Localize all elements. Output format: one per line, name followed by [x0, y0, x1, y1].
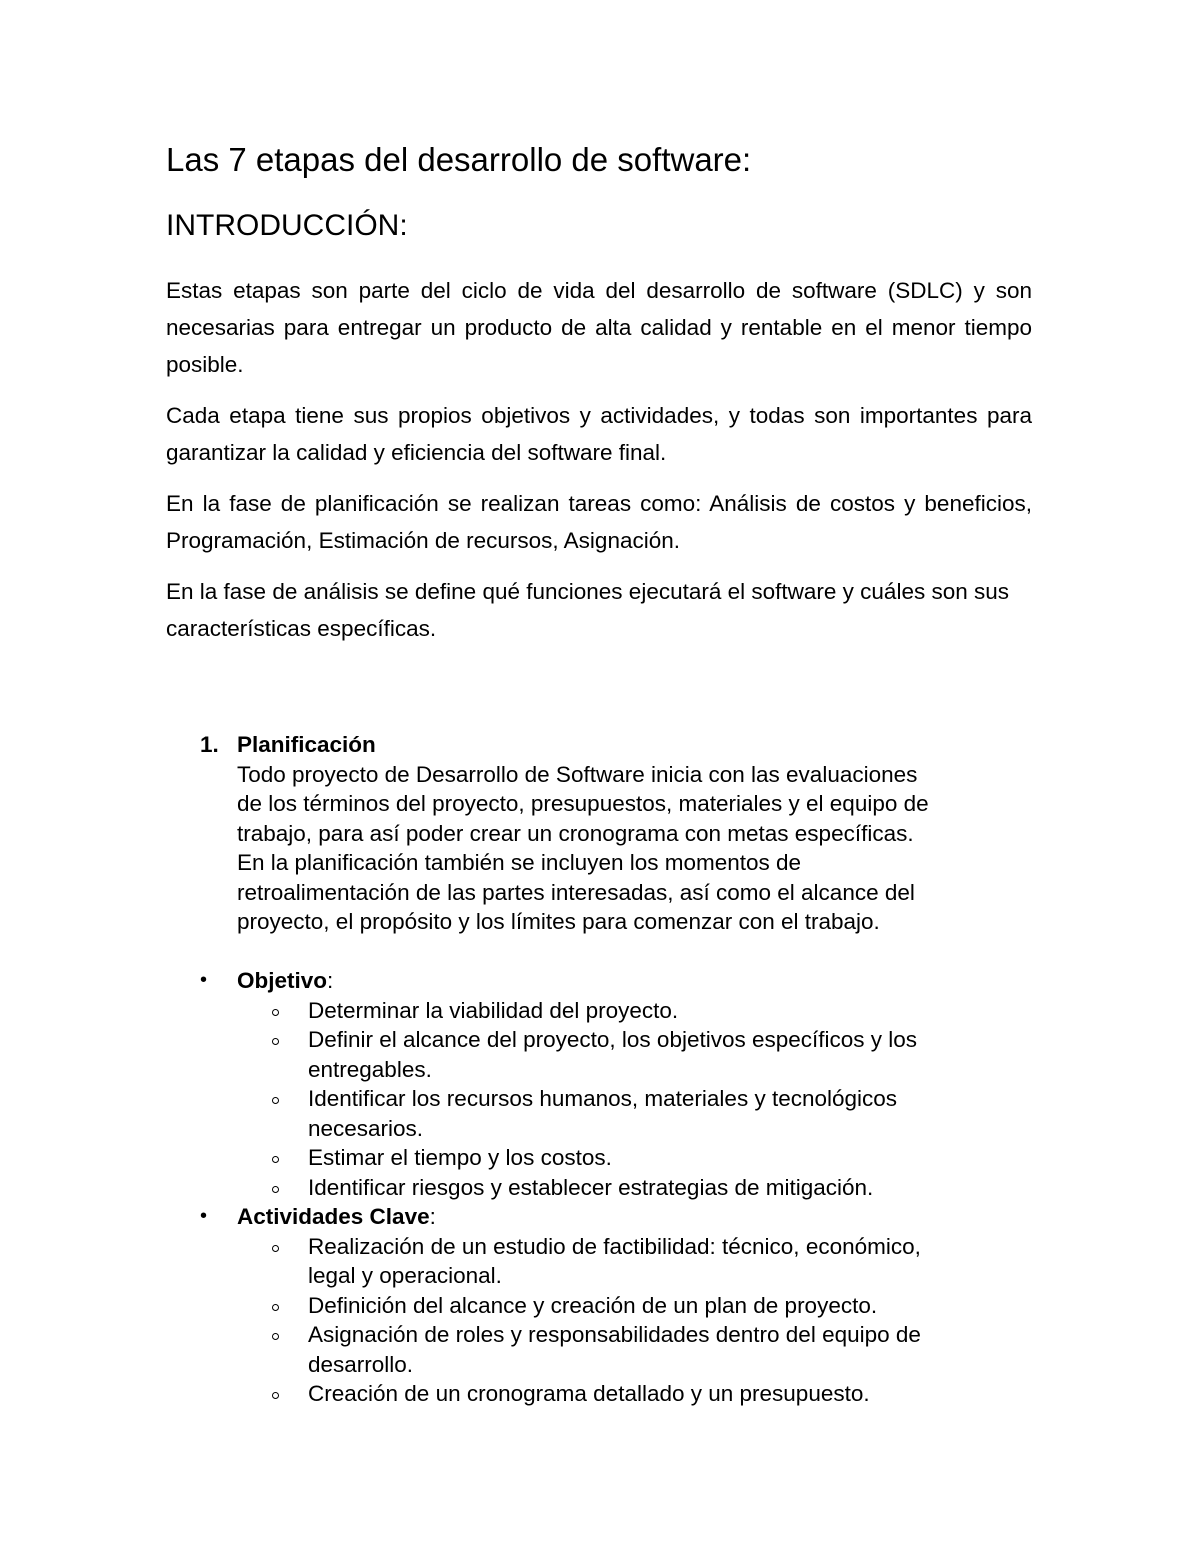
subitem-text: entregables.	[308, 1056, 432, 1082]
stage-description-line: Todo proyecto de Desarrollo de Software inicia con las evaluaciones	[237, 761, 918, 787]
key-activities-label: Actividades Clave	[237, 1204, 430, 1229]
circle-bullet-icon	[272, 1186, 279, 1193]
key-activities-item	[166, 1202, 1066, 1232]
circle-bullet-icon	[272, 1097, 279, 1104]
stage-number: 1.	[200, 732, 219, 757]
subitem-text: necesarios.	[308, 1115, 424, 1141]
objective-subitem	[166, 1025, 1066, 1084]
circle-bullet-icon	[272, 1333, 279, 1340]
subitem-text: Creación de un cronograma detallado y un presupuesto.	[308, 1381, 870, 1406]
objective-subitem	[166, 996, 1066, 1026]
list-spacer	[166, 937, 1066, 967]
stage-description-line: de los términos del proyecto, presupuestos, materiales y el equipo de	[237, 791, 929, 816]
subitem-text: Realización de un estudio de factibilidad: técnico, económico,	[308, 1233, 921, 1259]
intro-paragraph: En la fase de análisis se define qué funciones ejecutará el software y cuáles son sus características específicas.	[166, 579, 1010, 641]
stage-description-line: En la planificación también se incluyen los momentos de	[237, 850, 802, 875]
subitem-text: legal y operacional.	[308, 1263, 502, 1288]
objective-subitem	[166, 1143, 1066, 1173]
intro-paragraph: Cada etapa tiene sus propios objetivos y actividades, y todas son importantes para garantizar la calidad y eficiencia del software final.	[166, 403, 1032, 465]
introduction-heading: INTRODUCCIÓN:	[166, 209, 408, 242]
document-title: Las 7 etapas del desarrollo de software:	[166, 141, 752, 178]
bullet-icon: •	[200, 1205, 208, 1227]
objective-subitem	[166, 1173, 1066, 1203]
activity-subitem	[166, 1320, 1066, 1379]
subitem-text: Determinar la viabilidad del proyecto.	[308, 997, 679, 1023]
subitem-text: Estimar el tiempo y los costos.	[308, 1145, 612, 1170]
subitem-text: Definición del alcance y creación de un plan de proyecto.	[308, 1292, 878, 1318]
activity-subitem	[166, 1379, 1066, 1409]
stage-item-planificacion	[166, 730, 1066, 937]
circle-bullet-icon	[272, 1392, 279, 1399]
bullet-icon: •	[200, 969, 208, 991]
colon: :	[429, 1204, 436, 1229]
objective-item	[166, 966, 1066, 996]
objective-subitem	[166, 1084, 1066, 1143]
stage-description-line: retroalimentación de las partes interesadas, así como el alcance del	[237, 879, 915, 905]
intro-paragraph: En la fase de planificación se realizan tareas como: Análisis de costos y beneficios, Programación, Estimación de recursos, Asignación.	[166, 491, 1032, 553]
subitem-text: desarrollo.	[308, 1351, 414, 1377]
subitem-text: Identificar los recursos humanos, materiales y tecnológicos	[308, 1086, 898, 1111]
intro-section	[166, 138, 1032, 661]
circle-bullet-icon	[272, 1304, 279, 1311]
colon: :	[327, 968, 334, 993]
stages-list	[166, 730, 1066, 1409]
activity-subitem	[166, 1232, 1066, 1291]
objective-label: Objetivo	[237, 968, 328, 993]
circle-bullet-icon	[272, 1245, 279, 1252]
subitem-text: Asignación de roles y responsabilidades dentro del equipo de	[308, 1322, 921, 1347]
stage-name: Planificación	[237, 732, 376, 757]
stage-description-line: trabajo, para así poder crear un cronograma con metas específicas.	[237, 820, 914, 846]
activity-subitem	[166, 1291, 1066, 1321]
intro-paragraph: Estas etapas son parte del ciclo de vida del desarrollo de software (SDLC) y son necesarias para entregar un producto de alta calidad y rentable en el menor tiempo posible.	[166, 278, 1032, 377]
stage-description-line: proyecto, el propósito y los límites para comenzar con el trabajo.	[237, 909, 880, 934]
circle-bullet-icon	[272, 1009, 279, 1016]
circle-bullet-icon	[272, 1156, 279, 1163]
subitem-text: Identificar riesgos y establecer estrategias de mitigación.	[308, 1174, 874, 1200]
circle-bullet-icon	[272, 1038, 279, 1045]
subitem-text: Definir el alcance del proyecto, los objetivos específicos y los	[308, 1027, 918, 1052]
